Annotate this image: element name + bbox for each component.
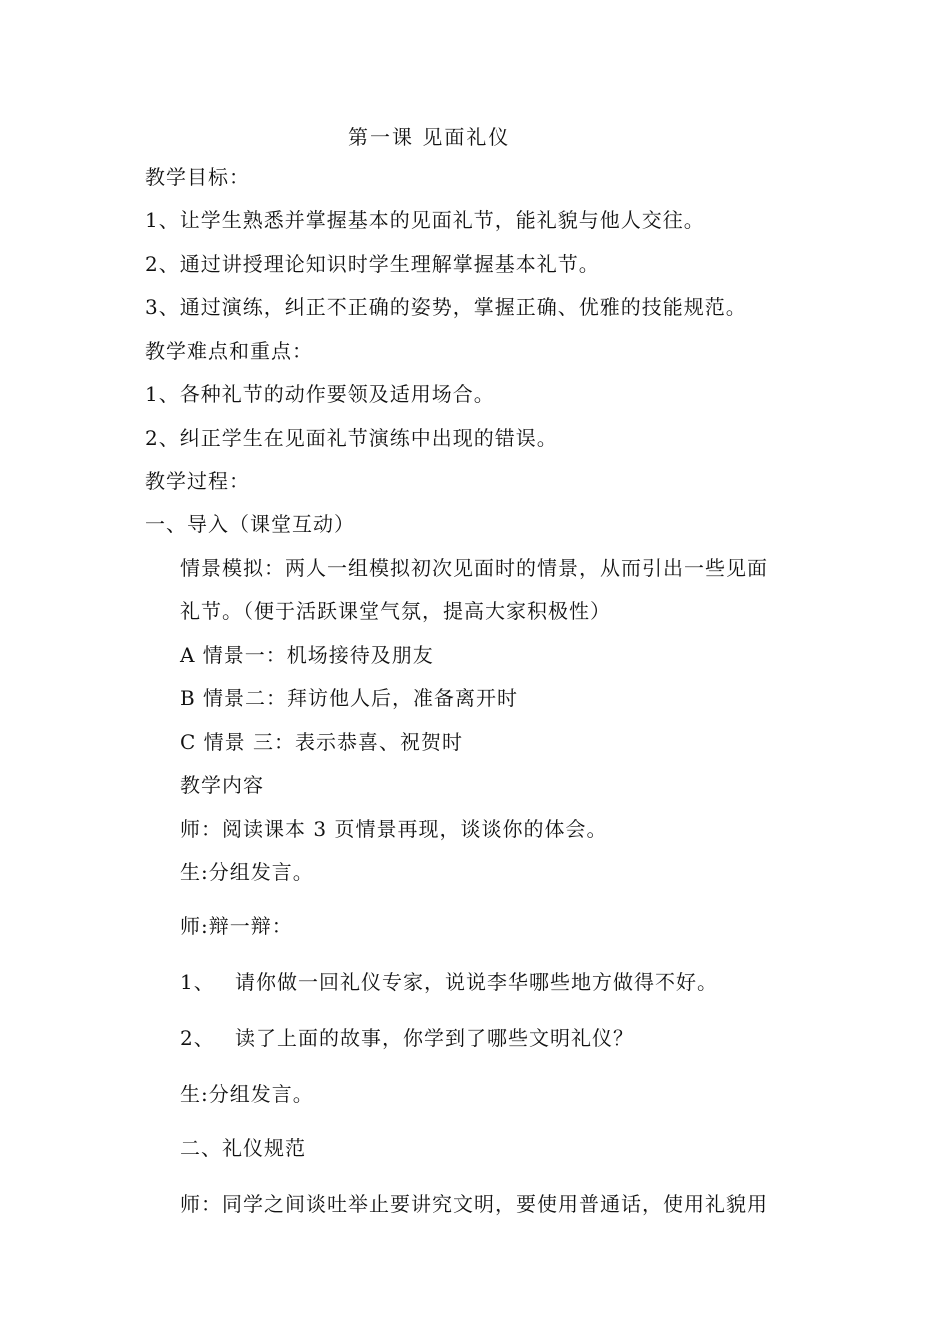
teacher-prompt: 师:辩一辩：: [180, 914, 293, 938]
teacher-prompt: 师：阅读课本 3 页情景再现，谈谈你的体会。: [180, 817, 608, 841]
debate-item: [180, 968, 718, 996]
objective-item: 1、让学生熟悉并掌握基本的见面礼节，能礼貌与他人交往。: [145, 208, 705, 232]
debate-item-number: 2、: [180, 1026, 215, 1050]
scenario-item: B 情景二：拜访他人后，准备离开时: [180, 686, 519, 710]
document-title: 第一课 见面礼仪: [348, 125, 511, 149]
debate-item-text: 请你做一回礼仪专家，说说李华哪些地方做得不好。: [235, 970, 718, 994]
student-response: 生:分组发言。: [180, 860, 314, 884]
content-heading: 教学内容: [180, 773, 264, 797]
scenario-item: C 情景 三：表示恭喜、祝贺时: [180, 730, 464, 754]
part1-heading: 一、导入（课堂互动）: [145, 512, 355, 536]
debate-item: [180, 1024, 634, 1052]
debate-item-number: 1、: [180, 970, 215, 994]
student-response: 生:分组发言。: [180, 1082, 314, 1106]
section-heading-objectives: 教学目标：: [145, 165, 250, 189]
key-point-item: 1、各种礼节的动作要领及适用场合。: [145, 382, 495, 406]
scenario-item: A 情景一：机场接待及朋友: [180, 643, 434, 667]
debate-item-text: 读了上面的故事，你学到了哪些文明礼仪？: [235, 1026, 634, 1050]
key-point-item: 2、纠正学生在见面礼节演练中出现的错误。: [145, 426, 558, 450]
scenario-description: 情景模拟：两人一组模拟初次见面时的情景，从而引出一些见面: [180, 556, 768, 580]
objective-item: 3、通过演练，纠正不正确的姿势，掌握正确、优雅的技能规范。: [145, 295, 747, 319]
section-heading-process: 教学过程：: [145, 469, 250, 493]
objective-item: 2、通过讲授理论知识时学生理解掌握基本礼节。: [145, 252, 600, 276]
teacher-prompt: 师：同学之间谈吐举止要讲究文明，要使用普通话，使用礼貌用: [180, 1192, 768, 1216]
part2-heading: 二、礼仪规范: [180, 1136, 306, 1160]
scenario-description-continued: 礼节。（便于活跃课堂气氛，提高大家积极性）: [180, 599, 611, 623]
section-heading-key-points: 教学难点和重点：: [145, 339, 313, 363]
